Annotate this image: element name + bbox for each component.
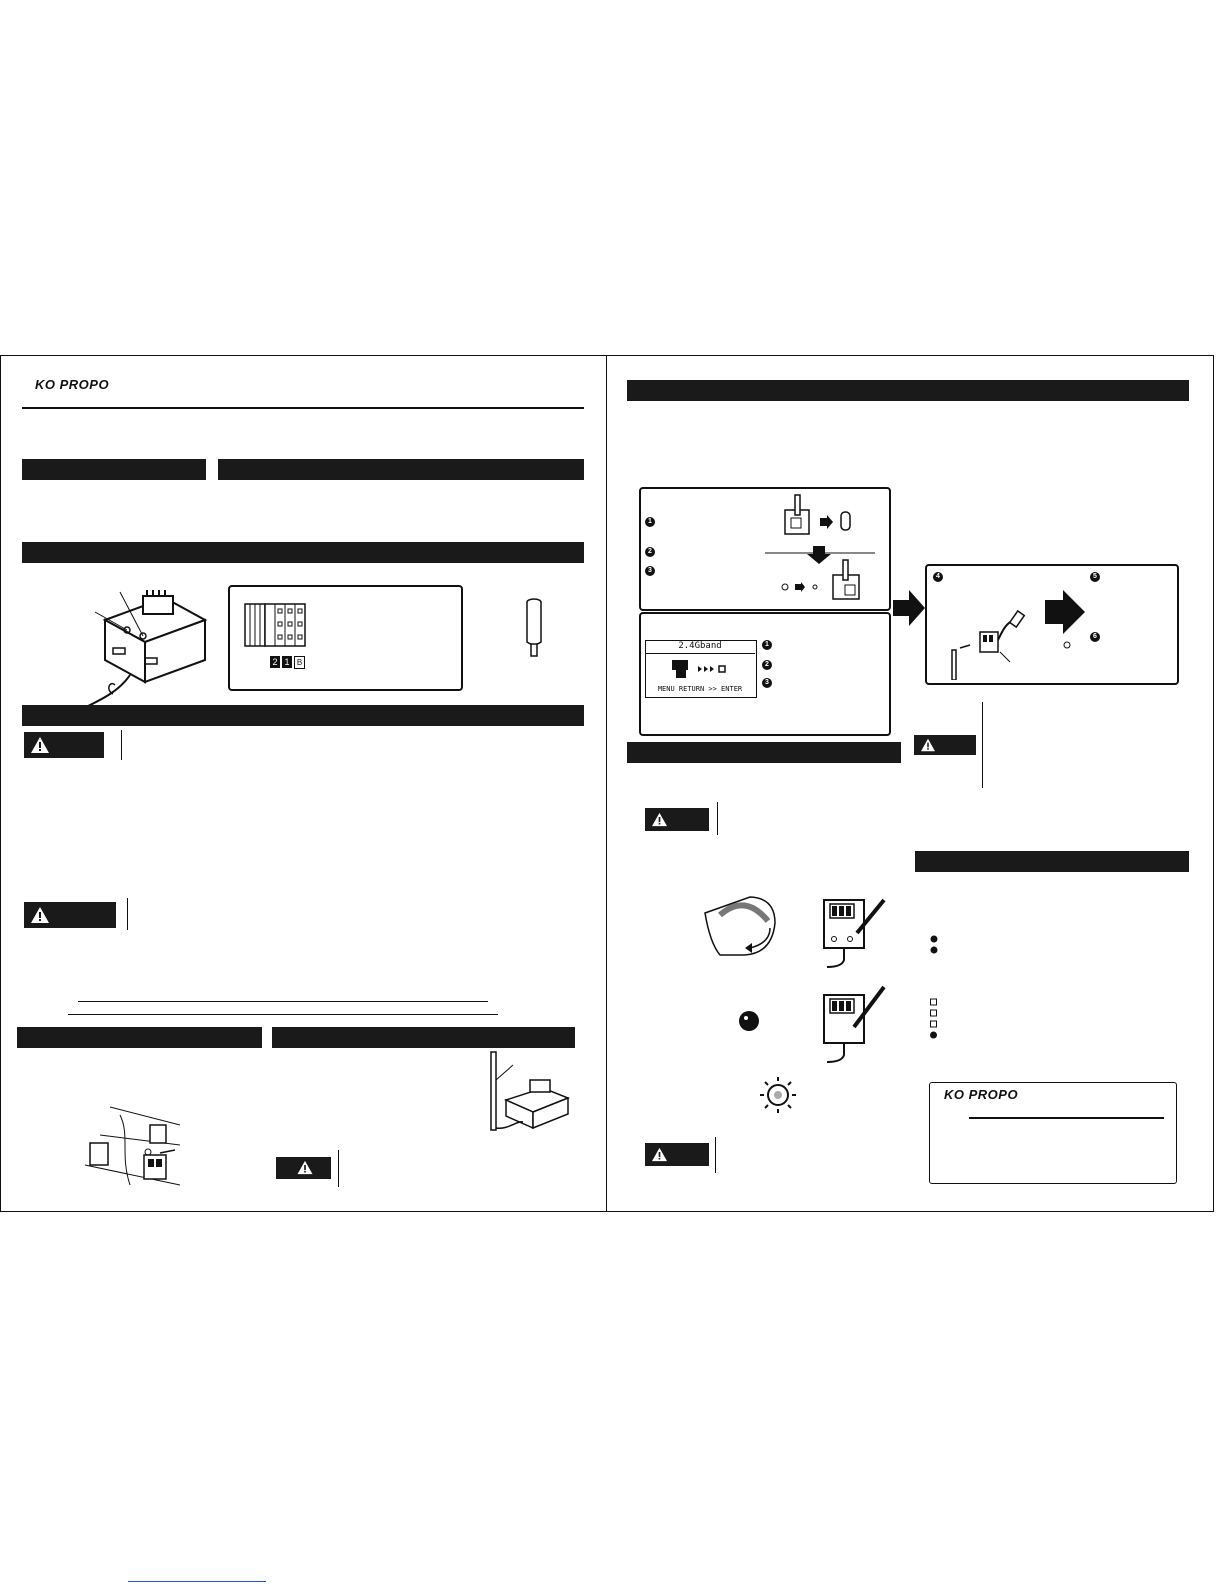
warning-label-6 [645, 1143, 709, 1166]
receiver-bind-illustration [945, 590, 1085, 680]
right-section-bar-2 [627, 742, 901, 763]
underline-2 [68, 1014, 498, 1015]
lcd-band-title: 2.4Gband [645, 640, 755, 654]
step-number-4: 4 [933, 572, 943, 582]
lcd-footer: MENU RETURN >> ENTER [657, 685, 743, 693]
step-number-3: 3 [645, 566, 655, 576]
warning-triangle-icon [30, 736, 50, 754]
section-bar-4a [17, 1027, 262, 1048]
step-number-6: 6 [1090, 632, 1100, 642]
empty-square-bullet [929, 998, 939, 1042]
lcd-step-1: 1 [762, 640, 772, 650]
underline-1 [78, 1001, 488, 1002]
warning-divider-4 [982, 702, 983, 788]
warning-divider-5 [717, 802, 718, 835]
right-section-bar-3 [915, 851, 1189, 872]
warning-label-2 [24, 902, 116, 928]
receiver-button-press-1 [822, 895, 887, 970]
header-rule [22, 407, 584, 409]
step-number-5: 5 [1090, 572, 1100, 582]
warning-triangle-icon [651, 1147, 668, 1162]
warning-label-3 [276, 1157, 331, 1179]
step-number-1: 1 [645, 517, 655, 527]
dip-label-b: B [294, 656, 305, 669]
pin-tool-illustration [525, 597, 545, 662]
led-indicator-icon [738, 1010, 760, 1032]
warning-label-4 [914, 735, 976, 755]
warning-label-5 [645, 808, 709, 831]
section-bar-2 [22, 542, 584, 563]
receiver-illustration [75, 590, 215, 715]
dip-label-2: 2 [270, 656, 280, 668]
brand-logo: KO PROPO [35, 377, 110, 392]
warning-divider-3 [338, 1150, 339, 1187]
filled-circle-bullet [929, 935, 939, 955]
step-number-2: 2 [645, 547, 655, 557]
lcd-step-2: 2 [762, 660, 772, 670]
contact-card-logo: KO PROPO [944, 1087, 1019, 1102]
antenna-receiver-illustration [488, 1050, 578, 1135]
transmitter-bind-illustration [765, 490, 875, 605]
lcd-bind-icon [670, 658, 730, 680]
dip-label-1: 1 [282, 656, 292, 668]
warning-divider-6 [715, 1137, 716, 1173]
warning-triangle-icon [30, 906, 50, 924]
led-blinking-icon [758, 1075, 798, 1115]
lcd-step-3: 3 [762, 678, 772, 688]
warning-divider-2 [127, 898, 128, 930]
section-bar-1b [218, 459, 584, 480]
connector-pins-illustration [244, 603, 309, 648]
right-section-bar-1 [627, 380, 1189, 401]
footer-link-underline[interactable] [128, 1581, 266, 1582]
arrow-right-icon [893, 590, 925, 626]
warning-triangle-icon [920, 738, 936, 752]
section-bar-1a [22, 459, 206, 480]
warning-triangle-icon [296, 1160, 314, 1175]
section-bar-4b [272, 1027, 575, 1048]
car-mounting-illustration [80, 1105, 185, 1190]
warning-triangle-icon [651, 812, 668, 827]
steering-wheel-illustration [700, 893, 780, 958]
receiver-button-press-2 [822, 985, 887, 1065]
contact-card-rule [969, 1117, 1164, 1119]
section-bar-3 [22, 705, 584, 726]
warning-label-1 [24, 732, 104, 758]
warning-divider-1 [121, 730, 122, 760]
